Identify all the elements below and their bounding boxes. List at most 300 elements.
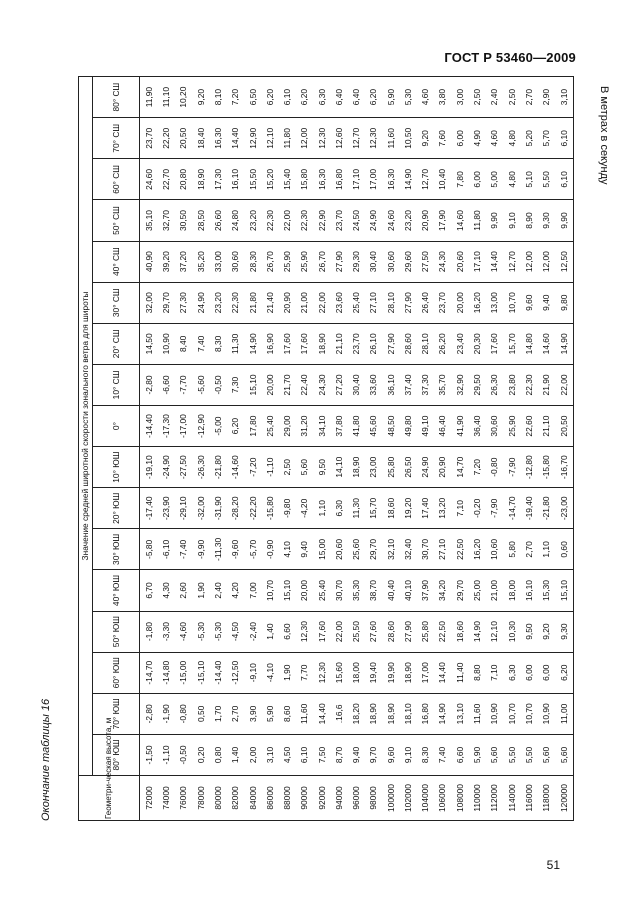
value-cell: 6,70 [140,570,158,611]
value-cell: 12,00 [538,241,555,282]
value-cell: 4,30 [158,570,175,611]
value-cell: 17,60 [486,323,503,364]
value-cell: -31,90 [210,488,227,529]
value-cell: 7,20 [469,447,486,488]
value-cell: 18,40 [192,118,209,159]
value-cell: -17,40 [140,488,158,529]
value-cell: 19,20 [400,488,417,529]
value-cell: 21,90 [538,364,555,405]
value-cell: 17,90 [434,200,451,241]
value-cell: -1,10 [158,734,175,775]
page-number: 51 [546,858,560,872]
value-cell: 5,90 [469,734,486,775]
height-cell: 74000 [158,776,175,821]
value-cell: 20,80 [175,159,192,200]
value-cell: 48,50 [382,406,399,447]
table-row [313,77,330,821]
value-cell: 22,00 [330,611,347,652]
value-cell: 12,30 [313,652,330,693]
latitude-header: 60° СШ [93,159,140,200]
value-cell: 18,10 [400,693,417,734]
height-cell: 88000 [279,776,296,821]
value-cell: 16,90 [261,323,278,364]
value-cell: 10,90 [158,323,175,364]
value-cell: 46,40 [434,406,451,447]
value-cell: -5,00 [210,406,227,447]
value-cell: 5,60 [555,734,574,775]
value-cell: 14,70 [451,447,468,488]
value-cell: 23,70 [140,118,158,159]
wind-speed-table [78,76,574,821]
latitude-header: 10° ЮШ [93,447,140,488]
value-cell: 12,70 [417,159,434,200]
value-cell: -14,40 [210,652,227,693]
value-cell: -2,80 [140,364,158,405]
height-cell: 118000 [538,776,555,821]
value-cell: 34,20 [434,570,451,611]
value-cell: -9,90 [192,529,209,570]
value-cell: -21,80 [210,447,227,488]
value-cell: 2,00 [244,734,261,775]
value-cell: 8,80 [469,652,486,693]
value-cell: 4,50 [279,734,296,775]
value-cell: 22,30 [520,364,537,405]
value-cell: 5,10 [520,159,537,200]
value-cell: 0,20 [192,734,209,775]
value-cell: 17,30 [210,159,227,200]
value-cell: 11,30 [227,323,244,364]
latitude-header: 50° ЮШ [93,611,140,652]
value-cell: 17,00 [417,652,434,693]
value-cell: 3,10 [555,77,574,118]
value-cell: 12,50 [555,241,574,282]
value-cell: 15,10 [555,570,574,611]
value-cell: 2,40 [210,570,227,611]
value-cell: 17,10 [469,241,486,282]
value-cell: 40,10 [400,570,417,611]
value-cell: 1,70 [210,693,227,734]
value-cell: 24,90 [192,282,209,323]
value-cell: 0,80 [210,734,227,775]
value-cell: 30,60 [382,241,399,282]
value-cell: 17,60 [313,611,330,652]
value-cell: -9,80 [279,488,296,529]
value-cell: 13,10 [451,693,468,734]
value-cell: 2,40 [486,77,503,118]
latitude-header: 30° СШ [93,282,140,323]
value-cell: 23,20 [244,200,261,241]
value-cell: -0,80 [175,693,192,734]
height-cell: 104000 [417,776,434,821]
table-row [520,77,537,821]
height-cell: 82000 [227,776,244,821]
value-cell: 2,90 [538,77,555,118]
value-cell: -29,10 [175,488,192,529]
value-cell: 30,40 [365,241,382,282]
value-cell: 2,50 [469,77,486,118]
table-row [227,77,244,821]
value-cell: 23,20 [210,282,227,323]
value-cell: -1,90 [158,693,175,734]
value-cell: 22,50 [434,611,451,652]
value-cell: -4,20 [296,488,313,529]
value-cell: 19,90 [382,652,399,693]
value-cell: 29,60 [400,241,417,282]
value-cell: 25,90 [503,406,520,447]
value-cell: 15,20 [261,159,278,200]
value-cell: 15,30 [538,570,555,611]
value-cell: 39,20 [158,241,175,282]
value-cell: 25,40 [261,406,278,447]
value-cell: 6,60 [451,734,468,775]
value-cell: 0,60 [555,529,574,570]
value-cell: -1,50 [140,734,158,775]
value-cell: 20,30 [469,323,486,364]
value-cell: 1,10 [538,529,555,570]
value-cell: 2,70 [520,529,537,570]
value-cell: 17,40 [417,488,434,529]
value-cell: -1,80 [140,611,158,652]
table-row [244,77,261,821]
value-cell: 18,00 [503,570,520,611]
value-cell: 12,60 [330,118,347,159]
value-cell: 3,80 [434,77,451,118]
height-cell: 96000 [348,776,365,821]
value-cell: 14,40 [486,241,503,282]
value-cell: 26,20 [434,323,451,364]
value-cell: 49,10 [417,406,434,447]
value-cell: 4,60 [417,77,434,118]
table-row [175,77,192,821]
value-cell: 14,60 [538,323,555,364]
value-cell: 36,40 [469,406,486,447]
value-cell: 20,90 [417,200,434,241]
value-cell: 6,10 [296,734,313,775]
value-cell: -3,30 [158,611,175,652]
table-row [296,77,313,821]
value-cell: 10,20 [175,77,192,118]
value-cell: 6,50 [244,77,261,118]
value-cell: -7,40 [175,529,192,570]
value-cell: 11,30 [348,488,365,529]
value-cell: 24,30 [434,241,451,282]
value-cell: 7,50 [313,734,330,775]
value-cell: 20,00 [261,364,278,405]
value-cell: 28,60 [382,611,399,652]
table-row [486,77,503,821]
value-cell: 25,40 [348,282,365,323]
height-cell: 112000 [486,776,503,821]
value-cell: 17,60 [279,323,296,364]
value-cell: 23,70 [348,323,365,364]
value-cell: 27,10 [434,529,451,570]
value-cell: -1,10 [261,447,278,488]
height-cell: 94000 [330,776,347,821]
value-cell: 27,90 [400,282,417,323]
value-cell: 6,20 [261,77,278,118]
value-cell: 15,10 [279,570,296,611]
value-cell: 5,30 [400,77,417,118]
value-cell: 14,90 [469,611,486,652]
value-cell: 40,40 [382,570,399,611]
value-cell: 18,20 [348,693,365,734]
value-cell: 18,90 [382,693,399,734]
value-cell: 20,50 [175,118,192,159]
value-cell: 6,00 [520,652,537,693]
value-cell: 24,90 [417,447,434,488]
value-cell: 29,70 [158,282,175,323]
value-cell: 6,00 [451,118,468,159]
table-body [140,77,574,821]
value-cell: 16,80 [330,159,347,200]
value-cell: 21,00 [296,282,313,323]
height-cell: 90000 [296,776,313,821]
value-cell: 26,70 [313,241,330,282]
value-cell: 18,90 [313,323,330,364]
value-cell: -7,90 [486,488,503,529]
value-cell: 15,60 [330,652,347,693]
value-cell: 35,30 [348,570,365,611]
value-cell: 14,10 [330,447,347,488]
value-cell: 26,70 [261,241,278,282]
value-cell: 11,60 [296,693,313,734]
value-cell: 14,40 [434,652,451,693]
value-cell: 26,10 [365,323,382,364]
value-cell: 16,20 [469,282,486,323]
value-cell: 25,40 [313,570,330,611]
value-cell: 5,50 [503,734,520,775]
latitude-header: 80° ЮШ [93,734,140,775]
value-cell: 4,20 [227,570,244,611]
value-cell: 29,30 [348,241,365,282]
height-cell: 92000 [313,776,330,821]
value-cell: -5,60 [192,364,209,405]
value-cell: 9,90 [486,200,503,241]
value-cell: 16,30 [210,118,227,159]
value-cell: 23,80 [503,364,520,405]
value-cell: 15,50 [244,159,261,200]
value-cell: 5,60 [296,447,313,488]
height-cell: 84000 [244,776,261,821]
table-row [382,77,399,821]
value-cell: 10,70 [503,693,520,734]
value-cell: 22,40 [296,364,313,405]
value-cell: 18,90 [365,693,382,734]
value-cell: 15,00 [313,529,330,570]
value-cell: 27,60 [365,611,382,652]
value-cell: 7,10 [451,488,468,529]
value-cell: -0,20 [469,488,486,529]
value-cell: -4,50 [227,611,244,652]
value-cell: 30,60 [486,406,503,447]
value-cell: 37,40 [400,364,417,405]
value-cell: 7,30 [227,364,244,405]
value-cell: 8,40 [175,323,192,364]
value-cell: 24,90 [365,200,382,241]
value-cell: 37,80 [330,406,347,447]
value-cell: -15,00 [175,652,192,693]
value-cell: 15,40 [279,159,296,200]
value-cell: 8,70 [330,734,347,775]
value-cell: 28,60 [400,323,417,364]
value-cell: -14,60 [227,447,244,488]
table-row [451,77,468,821]
value-cell: 15,70 [503,323,520,364]
value-cell: -17,00 [175,406,192,447]
latitude-header: 10° СШ [93,364,140,405]
value-cell: 23,60 [330,282,347,323]
value-cell: 9,50 [520,611,537,652]
height-cell: 106000 [434,776,451,821]
value-cell: 13,20 [434,488,451,529]
value-cell: 30,40 [348,364,365,405]
value-cell: 9,20 [538,611,555,652]
value-cell: -7,20 [244,447,261,488]
value-cell: -11,30 [210,529,227,570]
value-cell: 32,70 [158,200,175,241]
latitude-header: 50° СШ [93,200,140,241]
value-cell: -0,90 [261,529,278,570]
value-cell: 6,30 [330,488,347,529]
value-cell: 11,90 [140,77,158,118]
value-cell: 4,90 [469,118,486,159]
value-cell: 12,70 [503,241,520,282]
value-cell: 29,50 [469,364,486,405]
value-cell: 1,40 [261,611,278,652]
value-cell: 18,90 [400,652,417,693]
value-cell: 12,30 [296,611,313,652]
value-cell: -4,10 [261,652,278,693]
value-cell: 32,00 [140,282,158,323]
value-cell: -6,60 [158,364,175,405]
value-cell: 9,90 [555,200,574,241]
value-cell: 5,00 [486,159,503,200]
value-cell: 5,50 [538,159,555,200]
value-cell: 23,70 [330,200,347,241]
value-cell: 21,10 [330,323,347,364]
value-cell: 27,50 [417,241,434,282]
value-cell: 32,40 [400,529,417,570]
value-cell: 22,00 [313,282,330,323]
value-cell: 7,10 [486,652,503,693]
value-cell: 28,30 [244,241,261,282]
value-cell: 14,50 [140,323,158,364]
value-cell: -15,80 [261,488,278,529]
latitude-header: 70° ЮШ [93,693,140,734]
value-cell: 33,60 [365,364,382,405]
table-row [261,77,278,821]
value-cell: 9,30 [555,611,574,652]
value-cell: 22,00 [279,200,296,241]
value-cell: 7,40 [192,323,209,364]
value-cell: 3,00 [451,77,468,118]
value-cell: 11,00 [555,693,574,734]
value-cell: 29,00 [279,406,296,447]
height-cell: 110000 [469,776,486,821]
value-cell: 26,30 [486,364,503,405]
value-cell: 35,20 [192,241,209,282]
value-cell: 45,60 [365,406,382,447]
height-cell: 76000 [175,776,192,821]
value-cell: 8,60 [279,693,296,734]
value-cell: 7,70 [296,652,313,693]
value-cell: 18,90 [348,447,365,488]
value-cell: 10,30 [503,611,520,652]
value-cell: -19,10 [140,447,158,488]
value-cell: 14,90 [434,693,451,734]
latitude-header-row [93,77,140,821]
table-row [210,77,227,821]
value-cell: 27,20 [330,364,347,405]
value-cell: 14,90 [244,323,261,364]
value-cell: 27,10 [365,282,382,323]
value-cell: 36,10 [382,364,399,405]
value-cell: 4,80 [503,159,520,200]
value-cell: 15,70 [365,488,382,529]
value-cell: 7,20 [227,77,244,118]
value-cell: 9,20 [417,118,434,159]
value-cell: 8,10 [210,77,227,118]
table-row [365,77,382,821]
value-cell: 25,00 [469,570,486,611]
value-cell: 9,70 [365,734,382,775]
value-cell: 21,40 [261,282,278,323]
value-cell: 2,50 [279,447,296,488]
value-cell: 10,70 [503,282,520,323]
value-cell: -5,30 [210,611,227,652]
value-cell: -17,30 [158,406,175,447]
value-cell: 12,00 [296,118,313,159]
value-cell: -2,80 [140,693,158,734]
value-cell: 5,80 [503,529,520,570]
value-cell: 6,00 [538,652,555,693]
value-cell: 6,10 [555,118,574,159]
value-cell: 18,90 [192,159,209,200]
height-cell: 100000 [382,776,399,821]
value-cell: 10,70 [261,570,278,611]
value-cell: 25,60 [348,529,365,570]
value-cell: -23,90 [158,488,175,529]
value-cell: 11,60 [382,118,399,159]
value-cell: 4,60 [486,118,503,159]
value-cell: 15,10 [244,364,261,405]
value-cell: 16,10 [520,570,537,611]
value-cell: -16,70 [555,447,574,488]
value-cell: 12,70 [348,118,365,159]
value-cell: 11,10 [158,77,175,118]
value-cell: 9,60 [382,734,399,775]
value-cell: -23,00 [555,488,574,529]
value-cell: 4,80 [503,118,520,159]
latitude-header: 40° ЮШ [93,570,140,611]
value-cell: 33,00 [210,241,227,282]
value-cell: 7,40 [434,734,451,775]
value-cell: -15,10 [192,652,209,693]
value-cell: 5,60 [486,734,503,775]
value-cell: -0,50 [210,364,227,405]
value-cell: -14,70 [503,488,520,529]
value-cell: 22,30 [227,282,244,323]
value-cell: 35,10 [140,200,158,241]
value-cell: 25,80 [417,611,434,652]
value-cell: 8,30 [417,734,434,775]
height-cell: 108000 [451,776,468,821]
value-cell: 37,20 [175,241,192,282]
value-cell: 10,40 [434,159,451,200]
value-cell: 37,90 [417,570,434,611]
latitude-header: 40° СШ [93,241,140,282]
value-cell: 9,40 [296,529,313,570]
